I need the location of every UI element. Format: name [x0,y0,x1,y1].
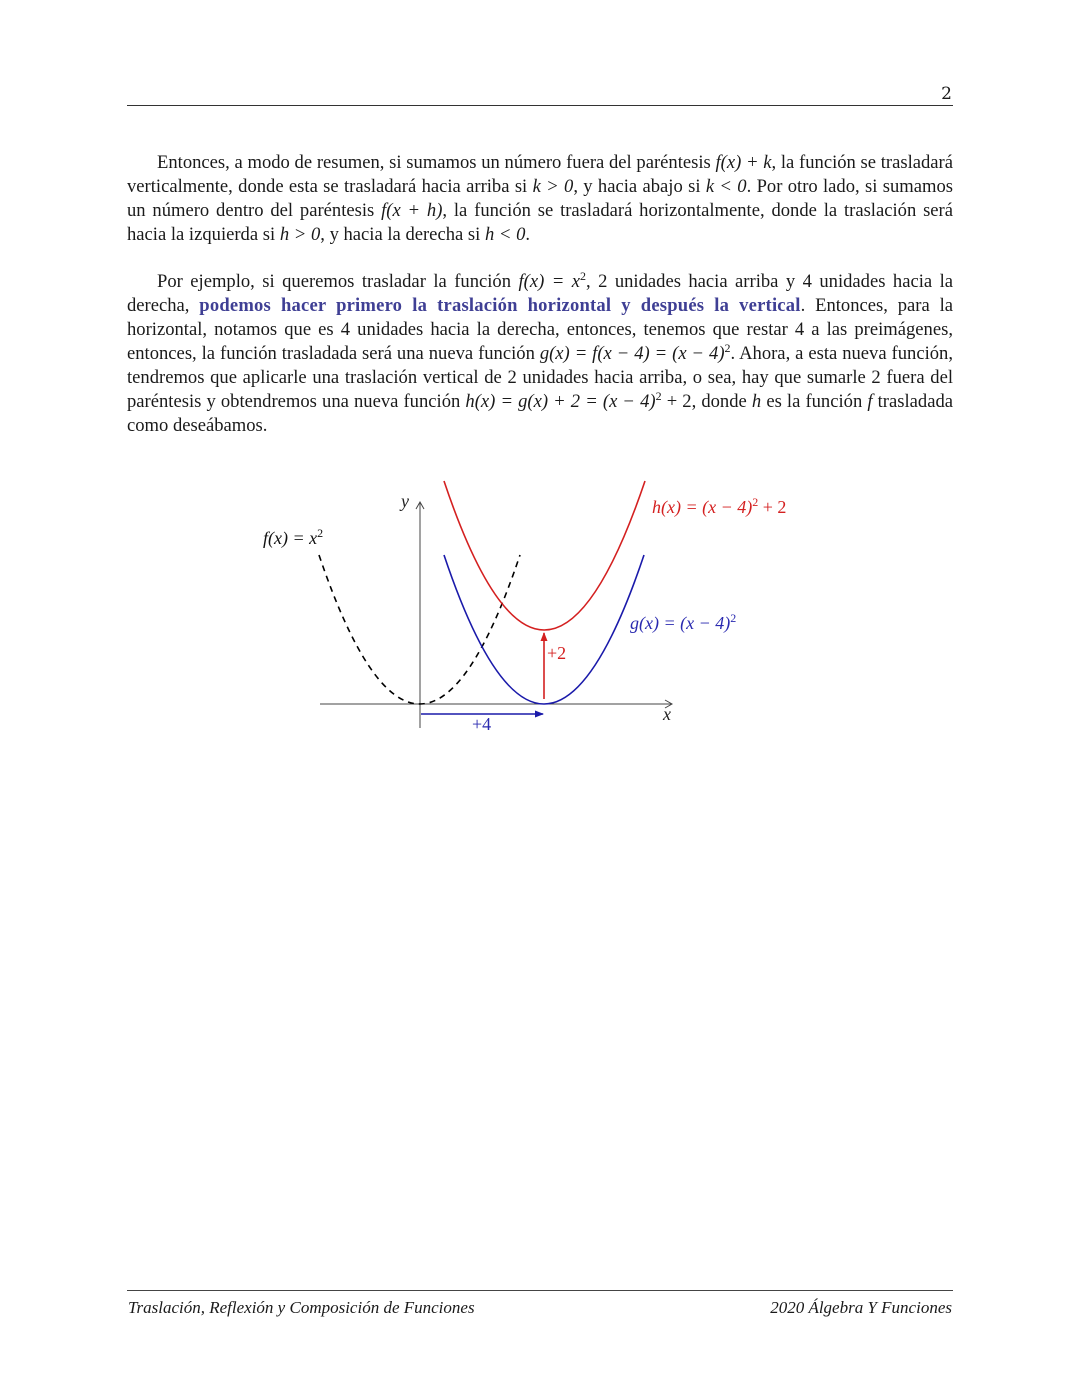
math: h(x) = g(x) + 2 = (x − 4) [465,391,656,412]
math: f(x) = x [263,528,318,548]
math-exponent: 2 [655,388,662,403]
text: . Entonces, para la horizontal, notamos que es 4 unidades hacia la derecha, entonces, tenemos que restar 4 a las preimágenes, entonces, la función trasladada será una nueva función [127,295,953,364]
text: , 2 unidades hacia arriba y 4 unidades hacia la derecha, [127,271,954,316]
text: trasladada como deseábamos. [127,391,954,436]
math: h [751,391,762,412]
header-rule [127,105,953,106]
math: f(x) + k [715,152,772,173]
math-exponent: 2 [730,611,737,625]
paragraph-summary [127,151,953,247]
text: + 2, donde [661,391,752,412]
text: Por ejemplo, si queremos trasladar la función [157,271,519,292]
text: . [525,224,531,245]
paragraph-example [127,270,953,438]
math: g(x) = (x − 4) [630,613,731,633]
math: h < 0 [484,224,526,245]
shift-horizontal-label: +4 [472,714,492,734]
footer-rule [127,1290,953,1291]
highlighted-text: podemos hacer primero la traslación horizontal y después la vertical [199,295,801,316]
footer-course: 2020 Álgebra Y Funciones [770,1298,952,1317]
text: , y hacia la derecha si [320,224,485,245]
math: f(x) = x [518,271,580,292]
y-axis-label: y [401,491,409,511]
math: h(x) = (x − 4) [652,497,753,517]
text: + 2 [758,497,787,517]
page-number: 2 [941,84,952,104]
shift-vertical-label: +2 [547,643,567,663]
math: f [867,391,873,412]
footer-title: Traslación, Reflexión y Composición de Funciones [128,1298,475,1317]
text: , y hacia abajo si [573,176,706,197]
text: es la función [761,391,868,412]
text: Entonces, a modo de resumen, si sumamos un número fuera del paréntesis [157,152,716,173]
math: k > 0 [532,176,574,197]
math-exponent: 2 [317,526,324,540]
math: h > 0 [279,224,321,245]
x-axis-label: x [663,704,671,724]
curve-h [444,481,645,630]
text: . Ahora, a esta nueva función, tendremos que aplicarle una traslación vertical de 2 unidades hacia arriba, o sea, hay que sumarle 2 fuera del paréntesis y obtendremos una nueva función [127,343,953,412]
math: k < 0 [705,176,747,197]
curve-g [444,555,644,704]
math: f(x + h) [381,200,443,221]
g-label [630,613,736,634]
math-exponent: 2 [579,268,586,283]
curve-f [319,555,520,704]
text: , la función se trasladará verticalmente, donde esta se trasladará hacia arriba si [127,152,954,197]
h-label [652,497,786,518]
math: g(x) = f(x − 4) = (x − 4) [539,343,725,364]
text: , la función se trasladará horizontalmente, donde la traslación será hacia la izquierda si [127,200,953,245]
f-label [263,528,323,549]
text: . Por otro lado, si sumamos un número dentro del paréntesis [127,176,953,221]
math-exponent: 2 [752,495,759,509]
math-exponent: 2 [724,340,731,355]
